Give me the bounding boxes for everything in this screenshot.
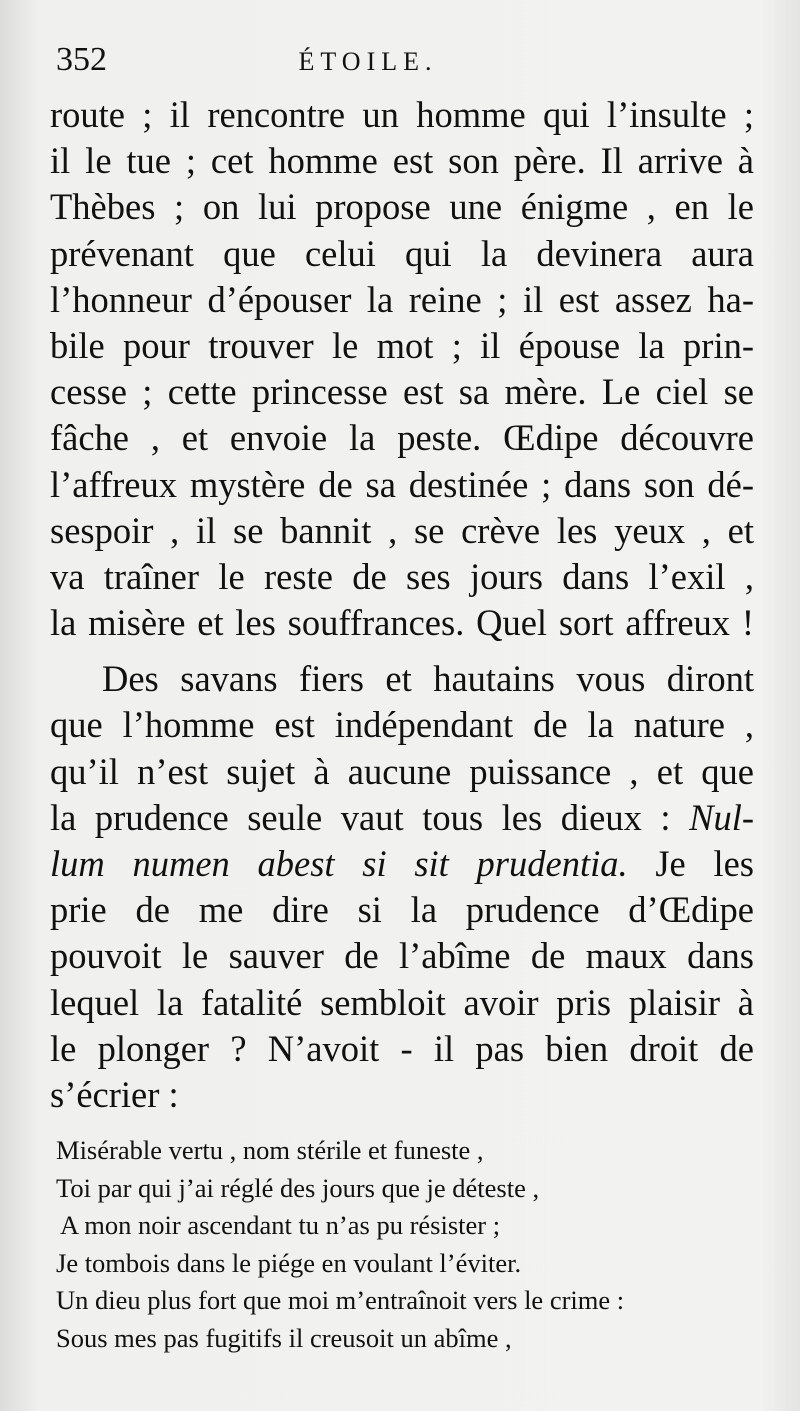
verse-line: Sous mes pas fugitifs il creusoit un abîme , <box>56 1322 512 1353</box>
text-line: le plonger ? N’avoit - il pas bien droit de <box>50 1027 754 1069</box>
text-line: s’écrier : <box>50 1073 179 1115</box>
verse-line: A mon noir ascendant tu n’as pu résister ; <box>60 1210 501 1241</box>
latin-quote: Nul- <box>689 796 754 838</box>
verse-quote <box>56 1132 756 1358</box>
text-line: que l’homme est indépendant de la nature , <box>50 704 754 746</box>
text-line: l’honneur d’épouser la reine ; il est assez ha- <box>50 278 754 320</box>
text-line: va traîner le reste de ses jours dans l’exil , <box>50 555 754 597</box>
page-number: 352 <box>56 41 107 78</box>
text-line: lequel la fatalité sembloit avoir pris plaisir à <box>50 981 754 1023</box>
latin-quote: lum numen abest si sit prudentia. <box>50 843 628 884</box>
page-header <box>48 40 748 80</box>
text-run: la prudence seule vaut tous les dieux : <box>50 796 690 838</box>
text-line: l’affreux mystère de sa destinée ; dans son dé- <box>50 463 754 505</box>
text-line <box>50 841 754 887</box>
text-line: prévenant que celui qui la devinera aura <box>50 232 754 274</box>
text-line: Thèbes ; on lui propose une énigme , en le <box>50 186 754 228</box>
text-line: cesse ; cette princesse est sa mère. Le ciel se <box>50 371 754 413</box>
verse-line: Toi par qui j’ai réglé des jours que je déteste , <box>56 1172 540 1203</box>
verse-line: Misérable vertu , nom stérile et funeste , <box>56 1135 484 1165</box>
text-line: pouvoit le sauver de l’abîme de maux dans <box>50 935 754 977</box>
text-run: Je les <box>627 843 755 884</box>
text-line: il le tue ; cet homme est son père. Il arrive à <box>50 140 754 182</box>
text-line: sespoir , il se bannit , se crève les yeux , et <box>50 509 754 551</box>
text-line: qu’il n’est sujet à aucune puissance , et que <box>50 750 754 792</box>
text-line: prie de me dire si la prudence d’Œdipe <box>50 889 754 931</box>
running-title: ÉTOILE. <box>298 47 438 76</box>
verse-line: Un dieu plus fort que moi m’entraînoit vers le crime : <box>56 1285 625 1316</box>
verse-line: Je tombois dans le piége en voulant l’éviter. <box>56 1247 522 1278</box>
text-line <box>50 795 754 841</box>
text-line: fâche , et envoie la peste. Œdipe découvre <box>50 417 754 459</box>
paragraph-1 <box>50 92 754 646</box>
text-line: route ; il rencontre un homme qui l’insulte ; <box>50 94 754 135</box>
body-text <box>50 92 754 1118</box>
text-line: Des savans fiers et hautains vous diront <box>102 658 754 700</box>
text-line: la misère et les souffrances. Quel sort affreux ! <box>50 602 754 644</box>
paragraph-gap <box>50 646 754 656</box>
paragraph-2 <box>50 656 754 1118</box>
text-line: bile pour trouver le mot ; il épouse la prin- <box>50 324 754 366</box>
